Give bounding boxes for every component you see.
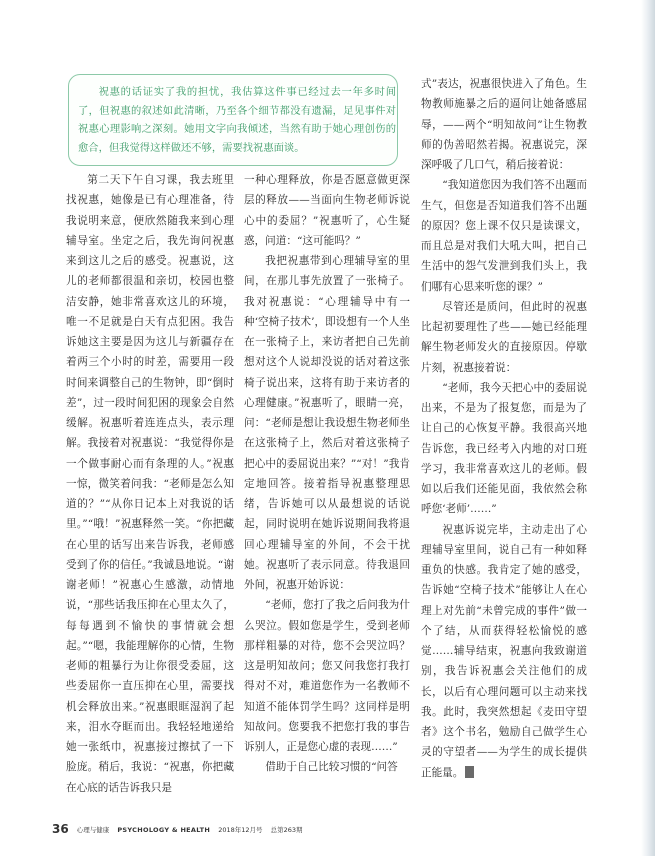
paragraph-last: [421, 520, 587, 783]
paragraph: “老师，您打了我之后问我为什么哭泣。假如您是学生，受到老师那样粗暴的对待，您不会哭泣吗？这是明知故问；您又问我您打我打得对不对，难道您作为一名教师不知道不能体罚学生吗？这同样是明知故问。您要我不把您打我的事告诉别人，正是您心虚的表现……”: [244, 599, 410, 753]
article-column-2: [244, 170, 410, 778]
end-mark-icon: [465, 766, 474, 778]
magazine-title-en: PSYCHOLOGY & HEALTH: [117, 826, 211, 834]
paragraph: 尽管还是质问，但此时的祝惠比起初要理性了些——她已经能理解生物老师发火的直接原因。停歇片刻，祝惠接着说：: [421, 300, 587, 374]
callout-text: 祝惠的话证实了我的担忧，我估算这件事已经过去一年多时间了，但祝惠的叙述如此清晰，乃至各个细节都没有遗漏，足见事件对祝惠心理影响之深刻。她用文字向我倾述，当然有助于她心理创伤的愈合，但我觉得这样做还不够，需要找祝惠面谈。: [78, 86, 396, 154]
article-column-3: [421, 74, 587, 783]
paragraph: 式”表达，祝惠很快进入了角色。生物教师施暴之后的逼问让她备感屈辱，——两个“明知故问”让生物教师的伪善昭然若揭。祝惠说完，深深呼吸了几口气，稍后接着说：: [421, 78, 587, 171]
magazine-title-cn: 心理与健康: [76, 826, 110, 834]
paragraph: 第二天下午自习课，我去班里找祝惠，她像是已有心理准备，待我说明来意，便欣然随我来到心理辅导室。坐定之后，我先询问祝惠来到这儿之后的感受。祝惠说，这儿的老师都很温和亲切，校园也整洁安静，她非常喜欢这儿的环境，唯一不足就是白天有点犯困。我告诉她这主要是因为这儿与新疆存在着两三个小时的时差，需要用一段时间来调整自己的生物钟，即“倒时差”，过一段时间犯困的现象会自然缓解。祝惠听着连连点头，表示理解。我接着对祝惠说：“我觉得你是一个做事耐心而有条理的人。”祝惠一惊，微笑着问我：“老师是怎么知道的？”“从你日记本上对我说的话里。”“哦！”祝惠释然一笑。“你把藏在心里的话写出来告诉我，老师感受到了你的信任。”我诚恳地说。“谢谢老师！”祝惠心生感激，动情地说，“那些话我压抑在心里太久了，每每遇到不愉快的事情就会想起。”“嗯，我能理解你的心情，生物老师的粗暴行为让你很受委屈，这些委屈你一直压抑在心里，需要找机会释放出来。”祝惠眼眶湿润了起来，泪水夺眶而出。我轻轻地递给她一张纸巾，祝惠接过擦拭了一下脸庞。稍后，我说：“祝惠，你把藏在心底的话告诉我只是: [66, 174, 234, 794]
paragraph: 我把祝惠带到心理辅导室的里间，在那儿事先放置了一张椅子。我对祝惠说：“心理辅导中有一种‘空椅子技术’，即设想有一个人坐在一张椅子上，来访者把自己先前想对这个人说却没说的话对着这张椅子说出来，这将有助于来访者的心理健康。”祝惠听了，眼睛一亮，问：“老师是想让我设想生物老师坐在这张椅子上，然后对着这张椅子把心中的委屈说出来？”“对！”我肯定地回答。接着指导祝惠整理思绪，告诉她可以从最想说的话说起，同时说明在她诉说期间我将退回心理辅导室的外间，不会干扰她。祝惠听了表示同意。待我退回外间，祝惠开始诉说：: [244, 255, 410, 591]
paragraph: 一种心理释放，你是否愿意做更深层的释放——当面向生物老师诉说心中的委屈？”祝惠听了，心生疑惑，问道：“这可能吗？”: [244, 174, 410, 247]
page-edge-shadow: [641, 0, 655, 856]
page-number: 36: [52, 822, 69, 836]
paragraph: “我知道您因为我们答不出题而生气，但您是否知道我们答不出题的原因？您上课不仅只是读课文，而且总是对我们大吼大叫，把自己生活中的怨气发泄到我们头上，我们哪有心思来听您的课？”: [421, 179, 587, 293]
issue-total: 总第263期: [270, 826, 303, 834]
issue-date: 2018年12月号: [218, 826, 263, 834]
paragraph: “老师，我今天把心中的委屈说出来，不是为了报复您，而是为了让自己的心恢复平静。我很高兴地告诉您，我已经考入内地的对口班学习，我非常喜欢这儿的老师。假如以后我们还能见面，我依然会称呼您‘老师’……”: [421, 381, 587, 516]
paragraph-last-text: 祝惠诉说完毕，主动走出了心理辅导室里间，说自己有一种如释重负的快感。我肯定了她的感受，告诉她“空椅子技术”能够让人在心理上对先前“未曾完成的事件”做一个了结，从而获得轻松愉悦的感觉……辅导结束，祝惠向我致谢道别，我告诉祝惠会关注他们的成长，以后有心理问题可以主动来找我。此时，我突然想起《麦田守望者》这个书名，勉励自己做学生心灵的守望者——为学生的成长提供正能量。: [421, 523, 587, 779]
paragraph: 借助于自己比较习惯的“问答: [265, 761, 398, 774]
article-column-1: [66, 170, 234, 798]
page-footer: [52, 822, 309, 838]
